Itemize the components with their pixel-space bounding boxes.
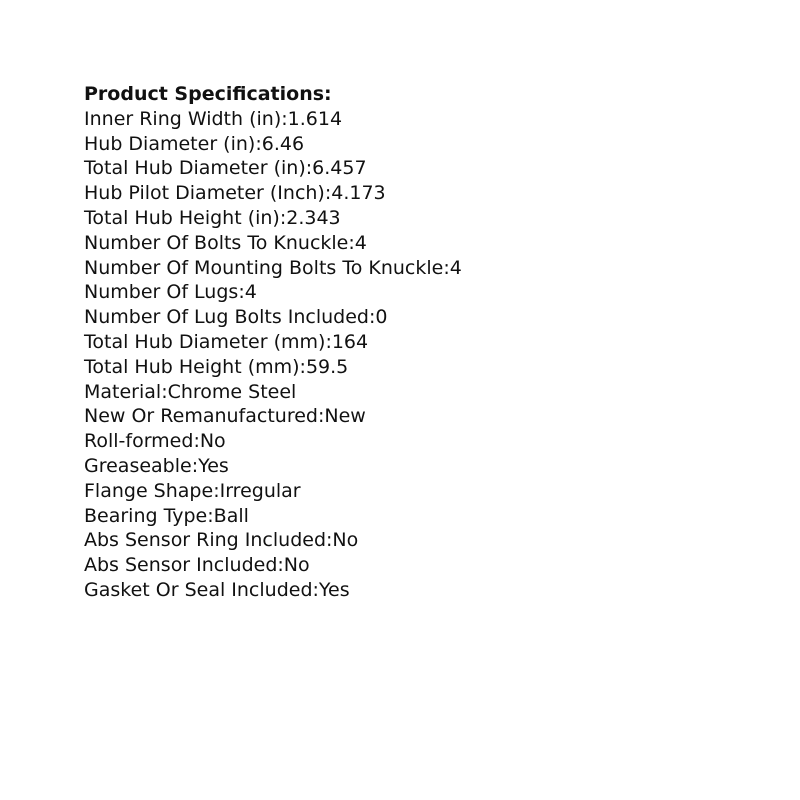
spec-value: 59.5 <box>305 355 349 378</box>
spec-item: Greaseable:Yes <box>84 454 229 477</box>
spec-item: Hub Pilot Diameter (Inch):4.173 <box>84 182 386 205</box>
spec-label: Greaseable <box>84 454 192 477</box>
spec-label: Total Hub Diameter (mm) <box>84 330 326 353</box>
spec-label: Material <box>84 380 162 403</box>
spec-label: Abs Sensor Ring Included <box>84 529 327 552</box>
spec-label: Inner Ring Width (in) <box>84 107 282 130</box>
spec-label: Hub Pilot Diameter (Inch) <box>84 182 325 205</box>
spec-item: Total Hub Diameter (mm):164 <box>84 330 369 353</box>
spec-label: Number Of Mounting Bolts To Knuckle <box>84 256 444 279</box>
spec-item: Number Of Bolts To Knuckle:4 <box>84 231 367 254</box>
spec-label: Total Hub Height (in) <box>84 206 280 229</box>
spec-item: Flange Shape:Irregular <box>84 479 301 502</box>
spec-label: New Or Remanufactured <box>84 405 318 428</box>
spec-value: Yes <box>198 454 229 477</box>
spec-value: 4.173 <box>331 182 386 205</box>
spec-value: 4 <box>244 281 257 304</box>
spec-item: Inner Ring Width (in):1.614 <box>84 107 343 130</box>
spec-value: Chrome Steel <box>167 380 297 403</box>
spec-item: Gasket Or Seal Included:Yes <box>84 578 350 601</box>
spec-label: Number Of Bolts To Knuckle <box>84 231 349 254</box>
spec-value: New <box>324 405 366 428</box>
spec-item: Number Of Lugs:4 <box>84 281 257 304</box>
spec-label: Number Of Lug Bolts Included <box>84 306 369 329</box>
spec-item: Hub Diameter (in):6.46 <box>84 132 305 155</box>
spec-item: Number Of Mounting Bolts To Knuckle:4 <box>84 256 462 279</box>
spec-value: 6.46 <box>261 132 305 155</box>
spec-value: 4 <box>354 231 367 254</box>
spec-item: Number Of Lug Bolts Included:0 <box>84 306 388 329</box>
spec-value: No <box>199 430 226 453</box>
specifications-heading: Product Specifications: <box>84 83 332 105</box>
spec-label: Total Hub Diameter (in) <box>84 157 306 180</box>
spec-value: 4 <box>449 256 462 279</box>
spec-value: 1.614 <box>287 107 343 130</box>
spec-label: Gasket Or Seal Included <box>84 578 313 601</box>
spec-item: Bearing Type:Ball <box>84 504 249 527</box>
spec-value: 6.457 <box>312 157 367 180</box>
spec-value: Ball <box>213 504 249 527</box>
spec-value: 164 <box>331 330 369 353</box>
spec-label: Bearing Type <box>84 504 208 527</box>
spec-value: No <box>283 554 310 577</box>
product-specifications <box>84 82 764 603</box>
spec-item: Abs Sensor Included:No <box>84 554 310 577</box>
spec-value: Yes <box>318 578 350 601</box>
spec-label: Number Of Lugs <box>84 281 239 304</box>
spec-value: 0 <box>375 306 388 329</box>
spec-value: No <box>332 529 359 552</box>
spec-label: Abs Sensor Included <box>84 554 278 577</box>
spec-value: Irregular <box>219 479 301 502</box>
spec-item: Roll-formed:No <box>84 430 226 453</box>
spec-value: 2.343 <box>286 206 341 229</box>
spec-item: Material:Chrome Steel <box>84 380 297 403</box>
spec-label: Flange Shape <box>84 479 214 502</box>
spec-label: Hub Diameter (in) <box>84 132 256 155</box>
spec-item: Total Hub Diameter (in):6.457 <box>84 157 367 180</box>
spec-item: Abs Sensor Ring Included:No <box>84 529 359 552</box>
spec-label: Total Hub Height (mm) <box>84 355 300 378</box>
spec-item: New Or Remanufactured:New <box>84 405 366 428</box>
spec-list <box>84 107 764 603</box>
spec-item: Total Hub Height (in):2.343 <box>84 206 341 229</box>
spec-item: Total Hub Height (mm):59.5 <box>84 355 349 378</box>
spec-label: Roll-formed <box>84 430 194 453</box>
